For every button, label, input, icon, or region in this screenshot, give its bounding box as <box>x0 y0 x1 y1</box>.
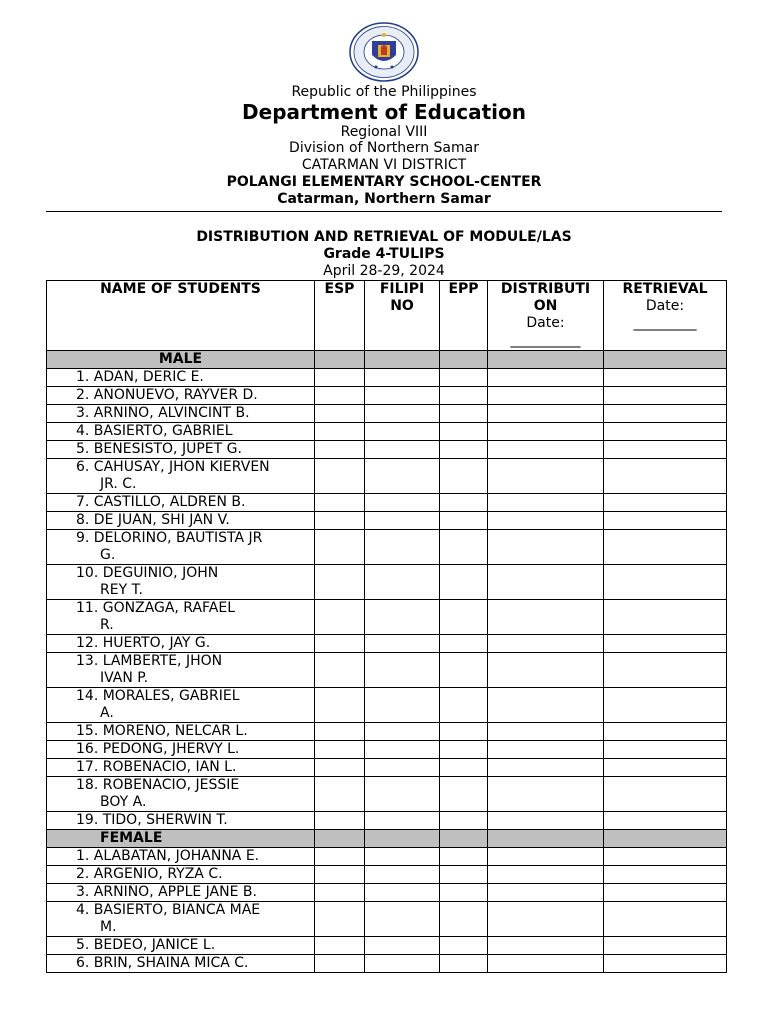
student-name-line: 18. ROBENACIO, JESSIE <box>76 777 240 793</box>
cell-distribution <box>488 812 604 830</box>
cell-filipino <box>365 405 440 423</box>
cell-esp <box>315 600 365 635</box>
cell-epp <box>440 848 488 866</box>
student-name-cell <box>47 884 315 902</box>
cell-esp <box>315 884 365 902</box>
cell-epp <box>440 405 488 423</box>
cell-distribution <box>488 723 604 741</box>
table-row <box>47 600 727 635</box>
cell-esp <box>315 848 365 866</box>
column-header-retrieval: RETRIEVAL Date: _________ <box>604 281 727 351</box>
cell-epp <box>440 369 488 387</box>
cell-esp <box>315 741 365 759</box>
cell-filipino <box>365 812 440 830</box>
cell-epp <box>440 512 488 530</box>
cell-distribution <box>488 759 604 777</box>
student-name-cell <box>47 459 315 494</box>
table-row <box>47 369 727 387</box>
cell-distribution <box>488 848 604 866</box>
cell-retrieval <box>604 441 727 459</box>
cell-distribution <box>488 494 604 512</box>
student-name-continuation: REY T. <box>100 582 143 598</box>
cell-retrieval <box>604 565 727 600</box>
student-name-line: 13. LAMBERTE, JHON <box>76 653 223 669</box>
cell-retrieval <box>604 955 727 973</box>
student-name-cell <box>47 688 315 723</box>
table-row <box>47 866 727 884</box>
table-row <box>47 530 727 565</box>
cell-retrieval <box>604 530 727 565</box>
student-name-line: 4. BASIERTO, GABRIEL <box>76 423 233 439</box>
cell-retrieval <box>604 848 727 866</box>
student-name-continuation: G. <box>100 547 116 563</box>
cell-retrieval <box>604 688 727 723</box>
cell-epp <box>440 459 488 494</box>
cell-esp <box>315 369 365 387</box>
cell-distribution <box>488 387 604 405</box>
cell-filipino <box>365 423 440 441</box>
cell-filipino <box>365 955 440 973</box>
table-row <box>47 955 727 973</box>
cell-distribution <box>488 902 604 937</box>
cell-distribution <box>488 653 604 688</box>
student-name-cell <box>47 723 315 741</box>
cell-filipino <box>365 387 440 405</box>
cell-epp <box>440 902 488 937</box>
student-name-line: 9. DELORINO, BAUTISTA JR <box>76 530 263 546</box>
table-row <box>47 884 727 902</box>
cell-retrieval <box>604 741 727 759</box>
division-heading: Division of Northern Samar <box>289 140 479 156</box>
cell-filipino <box>365 441 440 459</box>
table-row <box>47 635 727 653</box>
student-name-continuation: BOY A. <box>100 794 147 810</box>
cell-retrieval <box>604 459 727 494</box>
table-row <box>47 423 727 441</box>
cell-esp <box>315 723 365 741</box>
student-name-cell <box>47 387 315 405</box>
student-name-cell <box>47 565 315 600</box>
cell-filipino <box>365 723 440 741</box>
cell-esp <box>315 494 365 512</box>
table-row <box>47 441 727 459</box>
cell-retrieval <box>604 405 727 423</box>
table-row <box>47 565 727 600</box>
column-header-esp: ESP <box>315 281 365 351</box>
cell-filipino <box>365 459 440 494</box>
male-section-label: MALE <box>47 351 315 369</box>
cell-esp <box>315 777 365 812</box>
student-name-line: 19. TIDO, SHERWIN T. <box>76 812 228 828</box>
female-section-label: FEMALE <box>47 830 315 848</box>
student-name-cell <box>47 441 315 459</box>
cell-distribution <box>488 459 604 494</box>
male-student-list <box>47 369 727 830</box>
student-name-line: 3. ARNIÑO, APPLE JANE B. <box>76 884 257 900</box>
cell-distribution <box>488 530 604 565</box>
student-name-line: 6. CAHUSAY, JHON KIERVEN <box>76 459 270 475</box>
cell-epp <box>440 741 488 759</box>
student-name-line: 16. PEDONG, JHERVY L. <box>76 741 240 757</box>
cell-retrieval <box>604 369 727 387</box>
cell-epp <box>440 635 488 653</box>
grade-section-label: Grade 4-TULIPS <box>323 246 445 262</box>
cell-retrieval <box>604 812 727 830</box>
column-header-distribution: DISTRIBUTI ON Date: __________ <box>488 281 604 351</box>
cell-filipino <box>365 530 440 565</box>
student-name-line: 3. ARNIÑO, ALVINCINT B. <box>76 405 250 421</box>
table-row <box>47 405 727 423</box>
female-student-list <box>47 848 727 973</box>
cell-esp <box>315 387 365 405</box>
student-name-cell <box>47 512 315 530</box>
cell-retrieval <box>604 759 727 777</box>
republic-heading: Republic of the Philippines <box>291 84 477 100</box>
cell-filipino <box>365 369 440 387</box>
cell-epp <box>440 812 488 830</box>
cell-retrieval <box>604 387 727 405</box>
table-header-row <box>47 281 727 351</box>
cell-epp <box>440 723 488 741</box>
cell-esp <box>315 902 365 937</box>
table-row <box>47 937 727 955</box>
cell-retrieval <box>604 884 727 902</box>
cell-distribution <box>488 600 604 635</box>
student-name-cell <box>47 423 315 441</box>
cell-distribution <box>488 884 604 902</box>
cell-retrieval <box>604 653 727 688</box>
cell-epp <box>440 866 488 884</box>
town-heading: Catarman, Northern Samar <box>277 191 491 207</box>
table-row <box>47 459 727 494</box>
cell-esp <box>315 459 365 494</box>
document-title: DISTRIBUTION AND RETRIEVAL OF MODULE/LAS <box>196 229 572 245</box>
student-name-continuation: A. <box>100 705 114 721</box>
cell-esp <box>315 565 365 600</box>
cell-retrieval <box>604 512 727 530</box>
department-heading: Department of Education <box>242 100 526 124</box>
cell-esp <box>315 688 365 723</box>
student-name-line: 12. HUERTO, JAY G. <box>76 635 211 651</box>
student-name-line: 11. GONZAGA, RAFAEL <box>76 600 236 616</box>
table-row <box>47 759 727 777</box>
cell-distribution <box>488 688 604 723</box>
table-row <box>47 902 727 937</box>
cell-retrieval <box>604 635 727 653</box>
cell-esp <box>315 512 365 530</box>
student-name-cell <box>47 600 315 635</box>
cell-esp <box>315 530 365 565</box>
student-name-line: 5. BENESISTO, JUPET G. <box>76 441 242 457</box>
student-name-line: 2. AÑONUEVO, RAYVER D. <box>76 387 258 403</box>
student-name-continuation: IVAN P. <box>100 670 149 686</box>
cell-esp <box>315 635 365 653</box>
cell-esp <box>315 423 365 441</box>
student-name-line: 1. ALABATAN, JOHANNA E. <box>76 848 260 864</box>
student-name-cell <box>47 741 315 759</box>
cell-epp <box>440 387 488 405</box>
cell-epp <box>440 565 488 600</box>
cell-filipino <box>365 902 440 937</box>
cell-distribution <box>488 565 604 600</box>
cell-filipino <box>365 866 440 884</box>
student-name-line: 15. MORENO, NELCAR L. <box>76 723 248 739</box>
table-row <box>47 723 727 741</box>
cell-esp <box>315 937 365 955</box>
cell-filipino <box>365 635 440 653</box>
cell-distribution <box>488 866 604 884</box>
header-divider <box>46 211 722 212</box>
cell-epp <box>440 884 488 902</box>
cell-filipino <box>365 937 440 955</box>
female-section-row <box>47 830 727 848</box>
cell-filipino <box>365 512 440 530</box>
student-name-continuation: M. <box>100 919 117 935</box>
cell-distribution <box>488 937 604 955</box>
table-row <box>47 812 727 830</box>
student-name-line: 8. DE JUAN, SHI JAN V. <box>76 512 230 528</box>
cell-distribution <box>488 635 604 653</box>
cell-filipino <box>365 777 440 812</box>
student-name-cell <box>47 635 315 653</box>
cell-retrieval <box>604 902 727 937</box>
student-name-cell <box>47 494 315 512</box>
table-row <box>47 512 727 530</box>
table-row <box>47 688 727 723</box>
cell-epp <box>440 530 488 565</box>
deped-seal-logo <box>348 21 420 83</box>
cell-esp <box>315 955 365 973</box>
student-name-cell <box>47 812 315 830</box>
student-roster-table <box>46 280 727 973</box>
student-name-cell <box>47 848 315 866</box>
student-name-line: 10. DEGUINIO, JOHN <box>76 565 219 581</box>
cell-distribution <box>488 741 604 759</box>
table-row <box>47 848 727 866</box>
cell-epp <box>440 423 488 441</box>
cell-esp <box>315 759 365 777</box>
cell-filipino <box>365 884 440 902</box>
student-name-line: 4. BASIERTO, BIANCA MAE <box>76 902 261 918</box>
table-row <box>47 387 727 405</box>
cell-distribution <box>488 955 604 973</box>
cell-filipino <box>365 494 440 512</box>
cell-filipino <box>365 741 440 759</box>
column-header-name: NAME OF STUDENTS <box>47 281 315 351</box>
cell-esp <box>315 405 365 423</box>
cell-retrieval <box>604 777 727 812</box>
cell-epp <box>440 688 488 723</box>
cell-retrieval <box>604 494 727 512</box>
cell-filipino <box>365 848 440 866</box>
cell-filipino <box>365 653 440 688</box>
student-name-cell <box>47 902 315 937</box>
cell-epp <box>440 759 488 777</box>
student-name-line: 6. BRIN, SHAINA MICA C. <box>76 955 249 971</box>
cell-filipino <box>365 600 440 635</box>
school-heading: POLANGI ELEMENTARY SCHOOL-CENTER <box>226 174 542 190</box>
student-name-cell <box>47 955 315 973</box>
student-name-line: 5. BEDEO, JANICE L. <box>76 937 216 953</box>
table-row <box>47 777 727 812</box>
student-name-cell <box>47 866 315 884</box>
student-name-line: 2. ARGENIO, RYZA C. <box>76 866 223 882</box>
cell-distribution <box>488 369 604 387</box>
student-name-cell <box>47 759 315 777</box>
student-name-cell <box>47 653 315 688</box>
student-name-cell <box>47 405 315 423</box>
student-name-cell <box>47 937 315 955</box>
student-name-line: 1. ADAN, DERIC E. <box>76 369 204 385</box>
cell-distribution <box>488 423 604 441</box>
cell-retrieval <box>604 866 727 884</box>
cell-distribution <box>488 777 604 812</box>
student-name-continuation: R. <box>100 617 114 633</box>
cell-filipino <box>365 688 440 723</box>
cell-retrieval <box>604 937 727 955</box>
table-row <box>47 653 727 688</box>
cell-epp <box>440 653 488 688</box>
cell-retrieval <box>604 600 727 635</box>
student-name-continuation: JR. C. <box>100 476 137 492</box>
cell-distribution <box>488 441 604 459</box>
cell-epp <box>440 777 488 812</box>
cell-epp <box>440 937 488 955</box>
cell-filipino <box>365 565 440 600</box>
cell-retrieval <box>604 423 727 441</box>
table-row <box>47 741 727 759</box>
cell-esp <box>315 653 365 688</box>
cell-distribution <box>488 512 604 530</box>
column-header-epp: EPP <box>440 281 488 351</box>
student-name-line: 14. MORALES, GABRIEL <box>76 688 240 704</box>
student-name-line: 17. ROBENACIO, IAN L. <box>76 759 237 775</box>
cell-distribution <box>488 405 604 423</box>
male-section-row <box>47 351 727 369</box>
table-row <box>47 494 727 512</box>
cell-filipino <box>365 759 440 777</box>
cell-esp <box>315 441 365 459</box>
region-heading: Regional VIII <box>340 124 428 140</box>
cell-epp <box>440 955 488 973</box>
document-date: April 28-29, 2024 <box>323 263 445 279</box>
student-name-cell <box>47 777 315 812</box>
cell-epp <box>440 441 488 459</box>
cell-esp <box>315 866 365 884</box>
column-header-filipino: FILIPI NO <box>365 281 440 351</box>
district-heading: CATARMAN VI DISTRICT <box>301 157 467 173</box>
student-name-line: 7. CASTILLO, ALDREN B. <box>76 494 246 510</box>
cell-epp <box>440 600 488 635</box>
cell-esp <box>315 812 365 830</box>
student-name-cell <box>47 369 315 387</box>
cell-epp <box>440 494 488 512</box>
student-name-cell <box>47 530 315 565</box>
cell-retrieval <box>604 723 727 741</box>
